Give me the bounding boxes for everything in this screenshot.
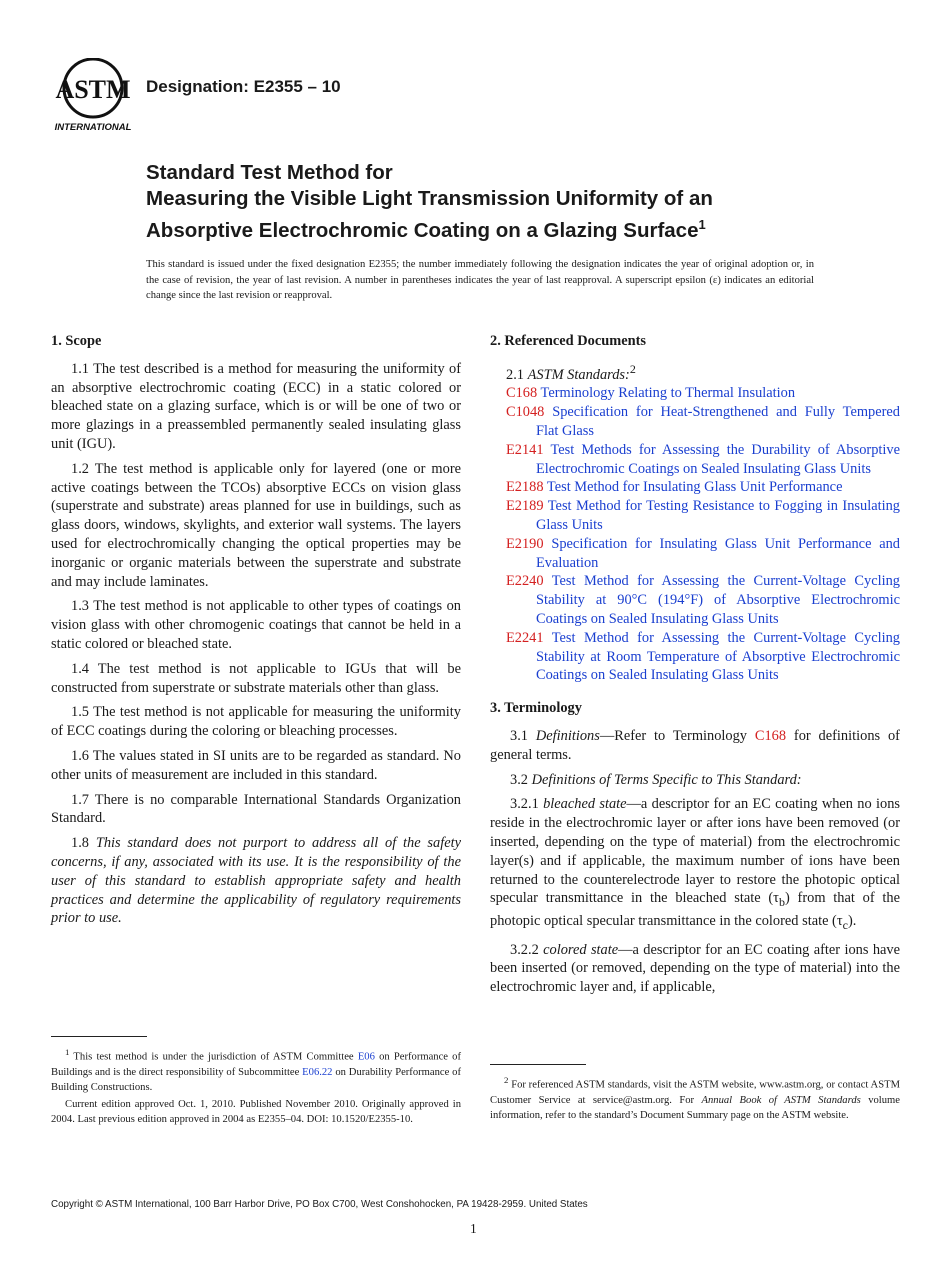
footnote-2-post: volume information, refer to the standard’s Document Summary page on the ASTM website. bbox=[490, 1094, 900, 1121]
reference-code[interactable]: E2241 bbox=[506, 629, 544, 646]
reference-code[interactable]: E2190 bbox=[506, 535, 544, 552]
copyright: Copyright © ASTM International, 100 Barr Harbor Drive, PO Box C700, West Conshohocken, PA 19428-2959. United States bbox=[51, 1199, 588, 1210]
term-3-2-1-num: 3.2.1 bbox=[510, 796, 539, 813]
designation: Designation: E2355 – 10 bbox=[146, 77, 341, 96]
footnote-1-mark: 1 bbox=[65, 1047, 70, 1057]
footnote-rule-left bbox=[51, 1036, 147, 1037]
scope-1-3: 1.3 The test method is not applicable to other types of coatings on vision glass with other chromogenic coatings that cannot be held in a static colored or bleached state. bbox=[51, 598, 461, 652]
reference-title[interactable]: Test Method for Testing Resistance to Fogging in Insulating Glass Units bbox=[536, 498, 900, 533]
reference-title[interactable]: Specification for Heat-Strengthened and Fully Tempered Flat Glass bbox=[536, 404, 900, 439]
astm-standards-label bbox=[506, 360, 900, 385]
title-line-2: Measuring the Visible Light Transmission Uniformity of an bbox=[146, 187, 713, 210]
title-line-1: Standard Test Method for bbox=[146, 161, 393, 184]
reference-list bbox=[506, 384, 900, 685]
scope-1-8-num: 1.8 bbox=[71, 835, 89, 852]
references-sub-num: 2.1 bbox=[506, 366, 524, 383]
reference-item[interactable] bbox=[506, 535, 900, 573]
reference-item[interactable] bbox=[506, 572, 900, 628]
reference-item[interactable] bbox=[506, 478, 900, 497]
reference-title[interactable]: Test Methods for Assessing the Durability of Absorptive Electrochromic Coatings on Sealed Insulating Glass Units bbox=[536, 441, 900, 477]
footnote-2-pre: For referenced ASTM standards, visit the ASTM website, www.astm.org, or contact ASTM Customer Service at service@astm.org. For bbox=[490, 1079, 900, 1106]
reference-title[interactable]: Test Method for Assessing the Current-Voltage Cycling Stability at 90°C (194°F) of Absorptive Electrochromic Coatings on Sealed Insulating Glass Units bbox=[536, 573, 900, 627]
term-3-1-post: for definitions of general terms. bbox=[490, 727, 900, 763]
title-line-3: Absorptive Electrochromic Coating on a Glazing Surface bbox=[146, 218, 699, 242]
scope-1-4: 1.4 The test method is not applicable to IGUs that will be constructed from superstrate or substrate materials other than glass. bbox=[51, 660, 461, 696]
left-column bbox=[51, 332, 461, 934]
reference-title[interactable]: Test Method for Insulating Glass Unit Performance bbox=[546, 479, 843, 496]
scope-1-5: 1.5 The test method is not applicable for measuring the uniformity of ECC coatings during the coloring or bleaching processes. bbox=[51, 704, 461, 740]
astm-logo bbox=[52, 58, 134, 132]
page-number: 1 bbox=[470, 1221, 477, 1236]
term-3-2-1-term: bleached state bbox=[543, 796, 627, 813]
term-3-2-label: Definitions of Terms Specific to This Standard: bbox=[531, 771, 802, 788]
e06-link[interactable]: E06 bbox=[357, 1051, 375, 1063]
reference-code[interactable]: E2188 bbox=[506, 479, 544, 496]
term-3-1-term: Definitions bbox=[535, 727, 600, 744]
reference-code[interactable]: C168 bbox=[506, 385, 538, 402]
reference-title[interactable]: Terminology Relating to Thermal Insulation bbox=[540, 385, 796, 402]
scope-heading: 1. Scope bbox=[51, 333, 102, 349]
term-3-1-num: 3.1 bbox=[510, 727, 528, 744]
references-sub-mark: 2 bbox=[629, 361, 636, 376]
term-3-2-2-text: —a descriptor for an EC coating after ions have been inserted (or removed, depending on the type of material) into the electrochromic layer and, if applicable, bbox=[490, 941, 900, 996]
preamble: This standard is issued under the fixed designation E2355; the number immediately following the designation indicates the year of original adoption or, in the case of revision, the year of last revision. A number in parentheses indicates the year of last reapproval. A superscript epsilon (ε) indicates an editorial change since the last revision or reapproval. bbox=[146, 259, 814, 302]
scope-1-6: 1.6 The values stated in SI units are to be regarded as standard. No other units of measurement are included in this standard. bbox=[51, 747, 461, 783]
term-3-1-pre: —Refer to Terminology bbox=[599, 727, 755, 744]
footnote-2 bbox=[490, 1073, 900, 1125]
tau-b-subscript: b bbox=[778, 895, 785, 910]
terminology-heading: 3. Terminology bbox=[490, 700, 582, 717]
terminology-3-1 bbox=[490, 727, 900, 765]
footnote-1-mid: on Performance of Buildings and is the direct responsibility of Subcommittee bbox=[51, 1051, 462, 1078]
scope-1-2: 1.2 The test method is applicable only for layered (one or more active coatings between the TCOs) absorptive ECCs on vision glass (superstrate and substrate) areas planned for use in buildings, such as glass doors, windows, skylights, and exterior wall systems. The layers used for electrochromically changing the optical properties may be inorganic or organic materials between the superstrate and substrate and may include laminates. bbox=[51, 460, 461, 590]
scope-1-8 bbox=[51, 834, 461, 928]
term-3-2-1-mid: ) from that of the photopic optical specular transmittance in the colored state (τ bbox=[490, 890, 901, 929]
footnote-1-pre: This test method is under the jurisdiction of ASTM Committee bbox=[69, 1051, 358, 1063]
footnote-1 bbox=[51, 1045, 461, 1129]
c168-link[interactable]: C168 bbox=[754, 727, 787, 744]
terminology-3-2-1 bbox=[490, 795, 900, 934]
reference-code[interactable]: E2141 bbox=[506, 441, 544, 458]
footnote-2-text bbox=[490, 1073, 900, 1123]
footnote-1-text bbox=[51, 1045, 461, 1095]
term-3-2-1-end: ). bbox=[847, 912, 857, 929]
reference-item[interactable] bbox=[506, 403, 900, 441]
footnote-1-edition: Current edition approved Oct. 1, 2010. Published November 2010. Originally approved in 2004. Last previous edition approved in 2004 as E2355–04. DOI: 10.1520/E2355-10. bbox=[51, 1098, 461, 1125]
logo-subtext: INTERNATIONAL bbox=[54, 122, 132, 132]
reference-code[interactable]: C1048 bbox=[506, 404, 545, 421]
term-3-2-num: 3.2 bbox=[510, 771, 528, 788]
tau-c-subscript: c bbox=[842, 917, 848, 932]
right-column bbox=[490, 332, 900, 1003]
reference-title[interactable]: Specification for Insulating Glass Unit Performance and Evaluation bbox=[536, 535, 900, 571]
references-heading: 2. Referenced Documents bbox=[490, 333, 646, 349]
reference-item[interactable] bbox=[506, 629, 900, 685]
footnote-1-post: on Durability Performance of Building Constructions. bbox=[51, 1066, 461, 1093]
document-title bbox=[146, 160, 866, 244]
footnote-rule-right bbox=[490, 1064, 586, 1065]
e06-22-link[interactable]: E06.22 bbox=[302, 1066, 333, 1078]
term-3-2-2-term: colored state bbox=[543, 941, 619, 958]
terminology-3-2 bbox=[490, 771, 900, 790]
logo-text: ASTM bbox=[55, 75, 131, 104]
term-3-2-1-text: —a descriptor for an EC coating when no ions reside in the electrochromic layer or after ions have been removed (or inserted, depending on the type of material) from the electrochromic layer(s) and if applicable, the maximum number of ions have been returned to the counterelectrode layer to restore the photopic optical specular transmittance in the bleached state (τ bbox=[490, 796, 900, 907]
reference-title[interactable]: Test Method for Assessing the Current-Voltage Cycling Stability at Room Temperature of Absorptive Electrochromic Coatings on Sealed Insulating Glass Units bbox=[536, 629, 900, 684]
reference-code[interactable]: E2189 bbox=[506, 498, 544, 515]
scope-1-1: 1.1 The test described is a method for measuring the uniformity of an absorptive electrochromic coating (ECC) in a static colored or bleached state on a glazing surface, which is or will be one of two or more glazings in a preassembled permanently sealed insulating glass unit (IGU). bbox=[51, 360, 461, 452]
references-sub-label: ASTM Standards: bbox=[527, 366, 630, 383]
reference-item[interactable] bbox=[506, 497, 900, 535]
reference-code[interactable]: E2240 bbox=[506, 573, 544, 590]
footnote-2-mark: 2 bbox=[504, 1075, 509, 1085]
scope-1-7: 1.7 There is no comparable International Standards Organization Standard. bbox=[51, 791, 461, 827]
terminology-3-2-2 bbox=[490, 941, 900, 997]
footnote-2-italic: Annual Book of ASTM Standards bbox=[701, 1094, 861, 1106]
reference-item[interactable] bbox=[506, 441, 900, 479]
term-3-2-2-num: 3.2.2 bbox=[510, 941, 539, 958]
reference-item[interactable] bbox=[506, 384, 900, 403]
safety-statement: This standard does not purport to address all of the safety concerns, if any, associated with its use. It is the responsibility of the user of this standard to establish appropriate safety and health practices and determine the applicability of regulatory requirements prior to use. bbox=[51, 835, 461, 927]
title-footnote-mark: 1 bbox=[698, 217, 706, 232]
